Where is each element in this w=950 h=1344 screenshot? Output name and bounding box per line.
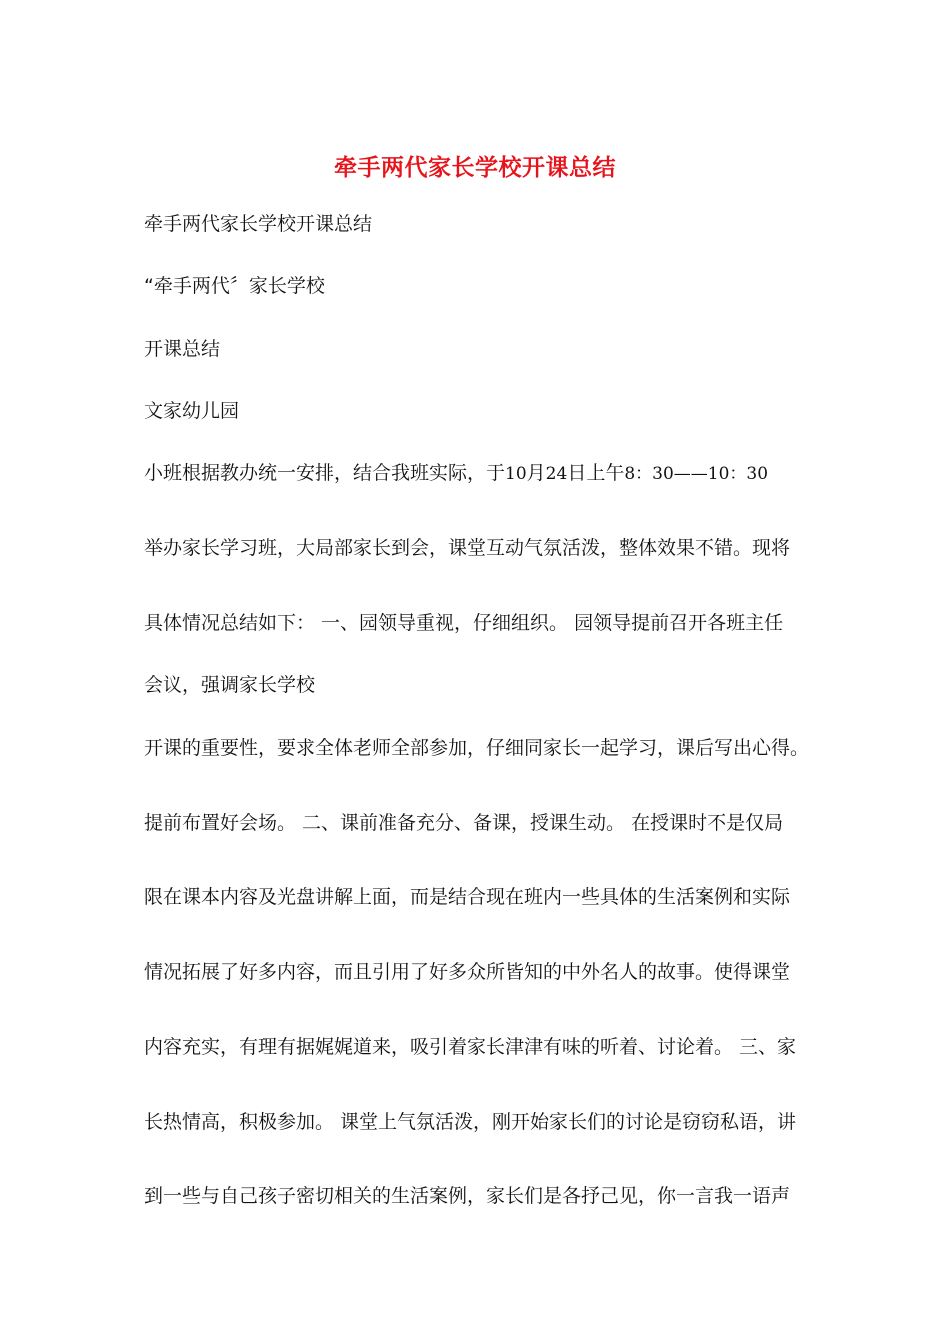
body-line-7: 情况拓展了好多内容，而且引用了好多众所皆知的中外名人的故事。使得课堂	[144, 961, 791, 983]
time-range: 8：30——10：30	[624, 464, 769, 484]
header-line-3: 开课总结	[144, 338, 221, 360]
document-title: 牵手两代家长学校开课总结	[334, 154, 616, 181]
header-line-2: “牵手两代〞家长学校	[144, 275, 325, 297]
body-line-10: 到一些与自己孩子密切相关的生活案例，家长们是各抒己见，你一言我一语声	[144, 1185, 791, 1207]
body-line-date-text-a: 小班根据教办统一安排，结合我班实际，于	[144, 462, 506, 484]
body-line-5: 提前布置好会场。 二、课前准备充分、备课，授课生动。 在授课时不是仅局	[144, 812, 784, 834]
date-month: 10	[505, 464, 527, 484]
body-line-8: 内容充实，有理有据娓娓道来，吸引着家长津津有味的听着、讨论着。 三、家	[144, 1036, 797, 1058]
body-line-4: 开课的重要性，要求全体老师全部参加，仔细同家长一起学习，课后写出心得。	[144, 737, 810, 759]
body-line-2: 具体情况总结如下： 一、园领导重视，仔细组织。 园领导提前召开各班主任	[144, 612, 784, 634]
header-line-1: 牵手两代家长学校开课总结	[144, 213, 373, 235]
header-line-4: 文家幼儿园	[144, 400, 240, 422]
body-line-9: 长热情高，积极参加。 课堂上气氛活泼，刚开始家长们的讨论是窃窃私语，讲	[144, 1111, 797, 1133]
body-line-1: 举办家长学习班，大局部家长到会，课堂互动气氛活泼，整体效果不错。现将	[144, 537, 791, 559]
body-line-date	[144, 458, 768, 489]
body-line-date-text-b: 月	[526, 462, 546, 484]
body-line-date-text-c: 日上午	[567, 462, 625, 484]
body-line-3: 会议，强调家长学校	[144, 674, 316, 696]
body-line-6: 限在课本内容及光盘讲解上面，而是结合现在班内一些具体的生活案例和实际	[144, 886, 791, 908]
date-day: 24	[545, 464, 568, 484]
